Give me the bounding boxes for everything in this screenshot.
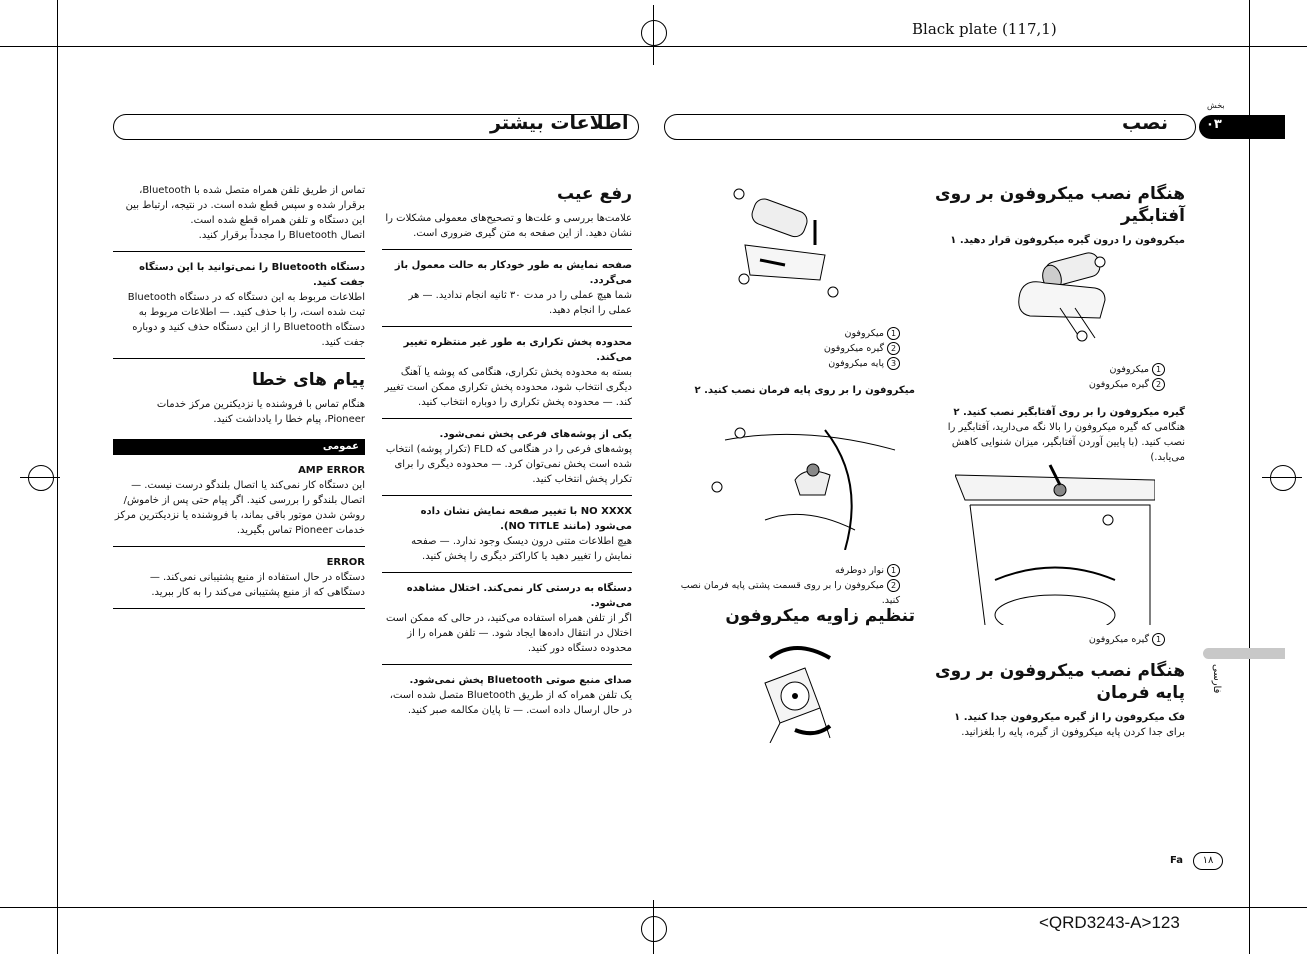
mic-angle-figure	[745, 638, 840, 743]
section-number: ۰۳	[1206, 117, 1222, 132]
legend-item: 1میکروفون	[1060, 362, 1165, 377]
divider	[382, 418, 632, 419]
symptom-body: یک تلفن همراه که از طریق Bluetooth متصل شده است، در حال ارسال داده است. — تا پایان مکالمه صبر کنید.	[389, 690, 632, 716]
section-title: تنظیم زاویه میکروفون	[725, 606, 915, 626]
page-number: ۱۸	[1193, 852, 1223, 870]
symptom-heading: NO XXXX با تغییر صفحه نمایش نشان داده می‌شود (مانند NO TITLE).	[420, 506, 632, 532]
divider	[382, 326, 632, 327]
paragraph: تماس از طریق تلفن همراه متصل شده با Bluetooth، برقرار شده و سپس قطع شده است. در نتیجه، ارتباط بین این دستگاه و تلفن همراه قطع شده است.	[125, 185, 365, 226]
intro-text: هنگام تماس با فروشنده یا نزدیکترین مرکز خدمات Pioneer، پیام خطا را یادداشت کنید.	[156, 399, 365, 425]
legend-item: 2میکروفون را بر روی قسمت پشتی پایه فرمان نصب کنید.	[680, 580, 900, 606]
legend-list	[1060, 362, 1165, 392]
reg-circle	[641, 916, 667, 942]
section-2	[930, 660, 1185, 740]
reg-line	[1249, 0, 1250, 954]
symptom-heading: صدای منبع صوتی Bluetooth پخش نمی‌شود.	[409, 675, 632, 686]
symptom-heading: دستگاه به درستی کار نمی‌کند. اختلال مشاهده می‌شود.	[406, 583, 632, 609]
step-heading: میکروفون را بر روی پایه فرمان نصب کنید. ۲	[694, 385, 915, 396]
sun-visor-figure	[955, 460, 1155, 625]
legend-list	[680, 563, 900, 608]
symptom-body: شما هیچ عملی را در مدت ۳۰ ثانیه انجام ندادید. — هر عملی را انجام دهید.	[408, 290, 632, 316]
step-body: برای جدا کردن پایه میکروفون از گیره، پایه را بلغزانید.	[961, 727, 1185, 738]
legend-item: 1گیره میکروفون	[1060, 632, 1165, 647]
symptom-body: اگر از تلفن همراه استفاده می‌کنید، در حالی که ممکن است اختلال در انتقال داده‌ها ایجاد شود. — تلفن همراه را از محدوده دستگاه دور کنید.	[385, 613, 632, 654]
step-heading: میکروفون را درون گیره میکروفون قرار دهید. ۱	[950, 235, 1185, 246]
error-code: AMP ERROR	[298, 465, 365, 476]
divider	[382, 249, 632, 250]
symptom-heading: محدوده پخش تکراری به طور غیر منتظره تغییر می‌کند.	[403, 337, 632, 363]
section-title: رفع عیب	[557, 184, 632, 204]
step-2-block	[930, 405, 1185, 465]
symptom-heading: یکی از پوشه‌های فرعی پخش نمی‌شود.	[439, 429, 632, 440]
step-body: هنگامی که گیره میکروفون را بالا نگه می‌دارید، آفتابگیر را نصب کنید. (با پایین آوردن آفتابگیر، میزان شنوایی کاهش می‌یابد.)	[947, 422, 1185, 463]
section-title: پیام های خطا	[252, 370, 365, 390]
divider	[382, 664, 632, 665]
language-label: فارسی	[1211, 664, 1222, 694]
troubleshooting-column	[382, 183, 632, 718]
legend-list	[800, 326, 900, 371]
doc-code: <QRD3243-A>123	[1039, 913, 1180, 932]
divider	[113, 251, 365, 252]
mic-clip-figure	[730, 185, 845, 305]
divider	[382, 495, 632, 496]
divider	[113, 546, 365, 547]
symptom-body: بسته به محدوده پخش تکراری، هنگامی که پوشه یا آهنگ دیگری انتخاب شود، محدوده پخش تکراری ممکن است تغییر کند. — محدوده پخش تکراری را دوباره انتخاب کنید.	[384, 367, 632, 408]
section-label: بخش	[1207, 101, 1225, 110]
error-body: دستگاه در حال استفاده از منبع پشتیبانی نمی‌کند. — دستگاهی که از منبع پشتیبانی می‌کند را به کار ببرید.	[149, 572, 365, 598]
error-body: این دستگاه کار نمی‌کند یا اتصال بلندگو درست نیست. — اتصال بلندگو را بررسی کنید. اگر پیام حتی پس از خاموش/روشن شدن موتور باقی بماند، با فروشنده یا نزدیکترین مرکز خدمات Pioneer تماس بگیرید.	[114, 480, 365, 536]
header-pill-right	[664, 114, 1196, 140]
reg-circle	[641, 20, 667, 46]
error-code: ERROR	[326, 557, 365, 568]
step-heading: گیره میکروفون را بر روی آفتابگیر نصب کنید. ۲	[953, 407, 1185, 418]
page-lang: Fa	[1170, 855, 1183, 866]
legend-item: 2گیره میکروفون	[1060, 377, 1165, 392]
legend-item: 2گیره میکروفون	[800, 341, 900, 356]
plate-label: Black plate (117,1)	[912, 20, 1057, 38]
step-heading: فک میکروفون را از گیره میکروفون جدا کنید. ۱	[954, 712, 1185, 723]
left-column	[113, 183, 365, 617]
divider	[113, 358, 365, 359]
divider	[113, 608, 365, 609]
paragraph: اتصال Bluetooth را مجدداً برقرار کنید.	[198, 230, 365, 241]
header-title-right: نصب	[1122, 112, 1168, 134]
header-title-left: اطلاعات بیشتر	[490, 112, 629, 134]
reg-circle	[1270, 465, 1296, 491]
visor-clip-figure	[1000, 238, 1120, 348]
intro-text: علامت‌ها بررسی و علت‌ها و تصحیح‌های معمولی مشکلات را نشان دهید. از این صفحه به متن گیری ضروری است.	[385, 213, 632, 239]
legend-item: 3پایه میکروفون	[800, 356, 900, 371]
divider	[382, 572, 632, 573]
section-title: هنگام نصب میکروفون بر روی پایه فرمان	[935, 661, 1185, 703]
symptom-heading: صفحه نمایش به طور خودکار به حالت معمول باز می‌گردد.	[394, 260, 632, 286]
legend-item: 1نوار دوطرفه	[680, 563, 900, 578]
language-tab	[1203, 648, 1285, 659]
section-title: هنگام نصب میکروفون بر روی آفتابگیر	[935, 184, 1185, 226]
symptom-body: اطلاعات مربوط به این دستگاه که در دستگاه Bluetooth ثبت شده است، را با حذف کنید. — اطلاعات مربوط به دستگاه Bluetooth را از این دستگاه حذف کنید و دوباره جفت کنید.	[127, 292, 365, 348]
symptom-body: هیچ اطلاعات متنی درون دیسک وجود ندارد. — صفحه نمایش را تغییر دهید یا کاراکتر دیگری را پخش کنید.	[411, 536, 632, 562]
category-bar: عمومی	[113, 439, 365, 455]
reg-circle	[28, 465, 54, 491]
symptom-heading: دستگاه Bluetooth را نمی‌توانید با این دستگاه جفت کنید.	[139, 262, 365, 288]
symptom-body: پوشه‌های فرعی را در هنگامی که FLD (تکرار پوشه) انتخاب شده است پخش نمی‌توان کرد. — محدوده دیگری را برای تکرار پخش انتخاب کنید.	[385, 444, 632, 485]
legend-item: 1میکروفون	[800, 326, 900, 341]
steering-column-figure	[705, 420, 900, 550]
